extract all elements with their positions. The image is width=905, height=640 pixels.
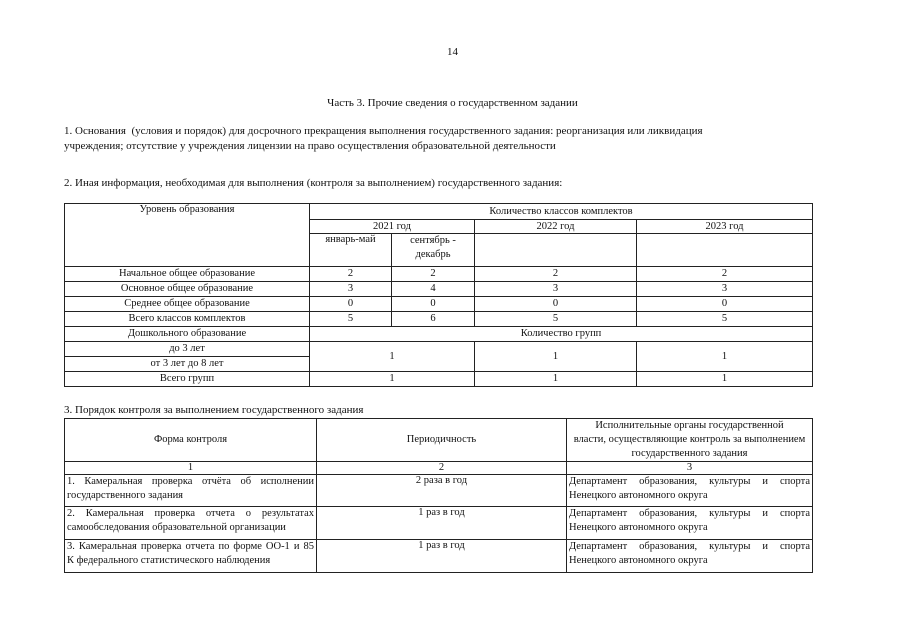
total-groups-2021: 1 (310, 372, 475, 387)
header-jan-may: январь-май (310, 234, 392, 267)
section-2-text: 2. Иная информация, необходимая для выполнения (контроля за выполнением) государственного задания: (64, 177, 563, 189)
control-body-line-2: Ненецкого автономного округа (569, 490, 708, 501)
table-row (65, 507, 813, 540)
header-class-count: Количество классов комплектов (310, 204, 813, 220)
part-title: Часть 3. Прочие сведения о государственном задании (327, 97, 578, 109)
control-body-cell (567, 475, 813, 507)
cell-value: 4 (392, 282, 475, 297)
cell-value: 5 (310, 312, 392, 327)
table-row (65, 312, 813, 327)
total-groups-2022: 1 (475, 372, 637, 387)
cell-value: 0 (310, 297, 392, 312)
row-label: Начальное общее образование (65, 267, 310, 282)
row-label: Всего классов комплектов (65, 312, 310, 327)
control-table (64, 418, 813, 573)
cell-value: 2 (637, 267, 813, 282)
header-sep-dec-line-2: декабрь (415, 249, 451, 260)
row-label: Среднее общее образование (65, 297, 310, 312)
column-number: 1 (65, 462, 317, 475)
preschool-label: Дошкольного образование (65, 327, 310, 342)
cell-value: 0 (475, 297, 637, 312)
cell-value: 0 (637, 297, 813, 312)
header-control-form: Форма контроля (65, 419, 317, 462)
cell-value: 2 (475, 267, 637, 282)
section-3-text: 3. Порядок контроля за выполнением государственного задания (64, 404, 364, 416)
total-groups-label: Всего групп (65, 372, 310, 387)
header-control-bodies-line-3: государственного задания (631, 448, 748, 459)
groups-2022-value: 1 (475, 342, 637, 372)
cell-value: 3 (475, 282, 637, 297)
header-year-2021: 2021 год (310, 220, 475, 234)
header-sep-dec-line-1: сентябрь - (410, 235, 456, 246)
cell-value: 2 (310, 267, 392, 282)
cell-value: 5 (637, 312, 813, 327)
control-form-line-1: 1. Камеральная проверка отчёта об исполнении (67, 476, 314, 487)
header-sep-dec (392, 234, 475, 267)
control-form-line-1: 3. Камеральная проверка отчета по форме ОО-1 и 85 (67, 541, 314, 552)
age-3-to-8-label: от 3 лет до 8 лет (65, 357, 310, 372)
cell-value: 3 (637, 282, 813, 297)
control-body-line-1: Департамент образования, культуры и спорта (569, 541, 810, 552)
control-form-line-2: государственного задания (67, 490, 184, 501)
section-1-text (64, 124, 824, 154)
control-body-line-2: Ненецкого автономного округа (569, 522, 708, 533)
periodicity-cell: 1 раз в год (317, 507, 567, 540)
groups-2023-value: 1 (637, 342, 813, 372)
cell-value: 3 (310, 282, 392, 297)
control-form-cell (65, 540, 317, 573)
periodicity-cell: 1 раз в год (317, 540, 567, 573)
age-under-3-label: до 3 лет (65, 342, 310, 357)
control-body-line-1: Департамент образования, культуры и спорта (569, 476, 810, 487)
table-row (65, 297, 813, 312)
section-1-line-2: учреждения; отсутствие у учреждения лицензии на право осуществления образовательной деятельности (64, 140, 556, 152)
total-groups-2023: 1 (637, 372, 813, 387)
header-education-level: Уровень образования (65, 204, 310, 267)
periodicity-cell: 2 раза в год (317, 475, 567, 507)
table-row (65, 282, 813, 297)
table-row (65, 475, 813, 507)
column-number: 3 (567, 462, 813, 475)
control-body-cell (567, 540, 813, 573)
header-year-2023: 2023 год (637, 220, 813, 234)
section-1-line-1: 1. Основания (условия и порядок) для досрочного прекращения выполнения государственного задания: реорганизация или ликвидация (64, 125, 703, 137)
row-label: Основное общее образование (65, 282, 310, 297)
empty-cell (637, 234, 813, 267)
cell-value: 0 (392, 297, 475, 312)
table-row (65, 267, 813, 282)
classes-table (64, 203, 813, 387)
table-row (65, 372, 813, 387)
groups-2021-value: 1 (310, 342, 475, 372)
page-number: 14 (447, 46, 458, 58)
header-group-count: Количество групп (310, 327, 813, 342)
control-form-cell (65, 507, 317, 540)
header-control-bodies-line-2: власти, осуществляющие контроль за выполнением (573, 434, 806, 445)
column-number: 2 (317, 462, 567, 475)
control-form-line-1: 2. Камеральная проверка отчета о результатах (67, 508, 314, 519)
header-control-bodies (567, 419, 813, 462)
control-form-line-2: К федерального статистического наблюдения (67, 555, 271, 566)
empty-cell (475, 234, 637, 267)
control-body-line-1: Департамент образования, культуры и спорта (569, 508, 810, 519)
control-form-line-2: самообследования образовательной организации (67, 522, 286, 533)
header-periodicity: Периодичность (317, 419, 567, 462)
control-body-line-2: Ненецкого автономного округа (569, 555, 708, 566)
cell-value: 2 (392, 267, 475, 282)
cell-value: 5 (475, 312, 637, 327)
cell-value: 6 (392, 312, 475, 327)
table-row (65, 540, 813, 573)
header-year-2022: 2022 год (475, 220, 637, 234)
control-form-cell (65, 475, 317, 507)
header-control-bodies-line-1: Исполнительные органы государственной (595, 420, 784, 431)
control-body-cell (567, 507, 813, 540)
